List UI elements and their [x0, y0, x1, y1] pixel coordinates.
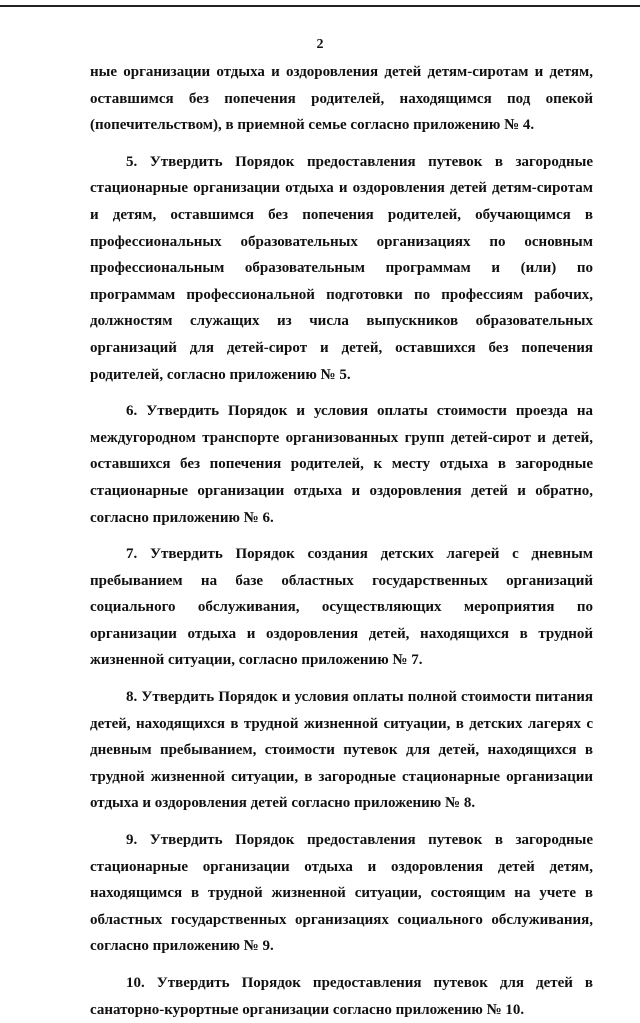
paragraph-item-7: 7. Утвердить Порядок создания детских лагерей с дневным пребыванием на базе областных государственных организаций социального обслуживания, осуществляющих мероприятия по организации отдыха и оздоровления детей, находящихся в трудной жизненной ситуации, согласно приложению № 7. [90, 546, 593, 669]
paragraph-item-8: 8. Утвердить Порядок и условия оплаты полной стоимости питания детей, находящихся в трудной жизненной ситуации, в детских лагерях с дневным пребыванием, стоимости путевок для детей, находящихся в трудной жизненной ситуации, в загородные стационарные организации отдыха и оздоровления детей согласно приложению № 8. [90, 689, 593, 812]
document-body [90, 59, 593, 1023]
paragraph-item-10: 10. Утвердить Порядок предоставления путевок для детей в санаторно-курортные организации согласно приложению № 10. [90, 975, 593, 1018]
top-rule [0, 5, 640, 7]
paragraph-item-5: 5. Утвердить Порядок предоставления путевок в загородные стационарные организации отдыха и оздоровления детей детям-сиротам и детям, оставшимся без попечения родителей, обучающимся в профессиональных образовательных организациях по основным профессиональным образовательным программам и (или) по программам профессиональной подготовки по профессиям рабочих, должностям служащих из числа выпускников образовательных организаций для детей-сирот и детей, оставшихся без попечения родителей, согласно приложению № 5. [90, 153, 593, 383]
page-number: 2 [316, 37, 324, 52]
paragraph-item-9: 9. Утвердить Порядок предоставления путевок в загородные стационарные организации отдыха и оздоровления детей детям, находящимся в трудной жизненной ситуации, состоящим на учете в областных государственных организациях социального обслуживания, согласно приложению № 9. [90, 832, 593, 955]
paragraph-item-6: 6. Утвердить Порядок и условия оплаты стоимости проезда на междугородном транспорте организованных групп детей-сирот и детей, оставшихся без попечения родителей, к месту отдыха в загородные стационарные организации отдыха и оздоровления детей и обратно, согласно приложению № 6. [90, 403, 593, 526]
paragraph-continuation: ные организации отдыха и оздоровления детей детям-сиротам и детям, оставшимся без попечения родителей, находящимся под опекой (попечительством), в приемной семье согласно приложению № 4. [90, 64, 593, 134]
